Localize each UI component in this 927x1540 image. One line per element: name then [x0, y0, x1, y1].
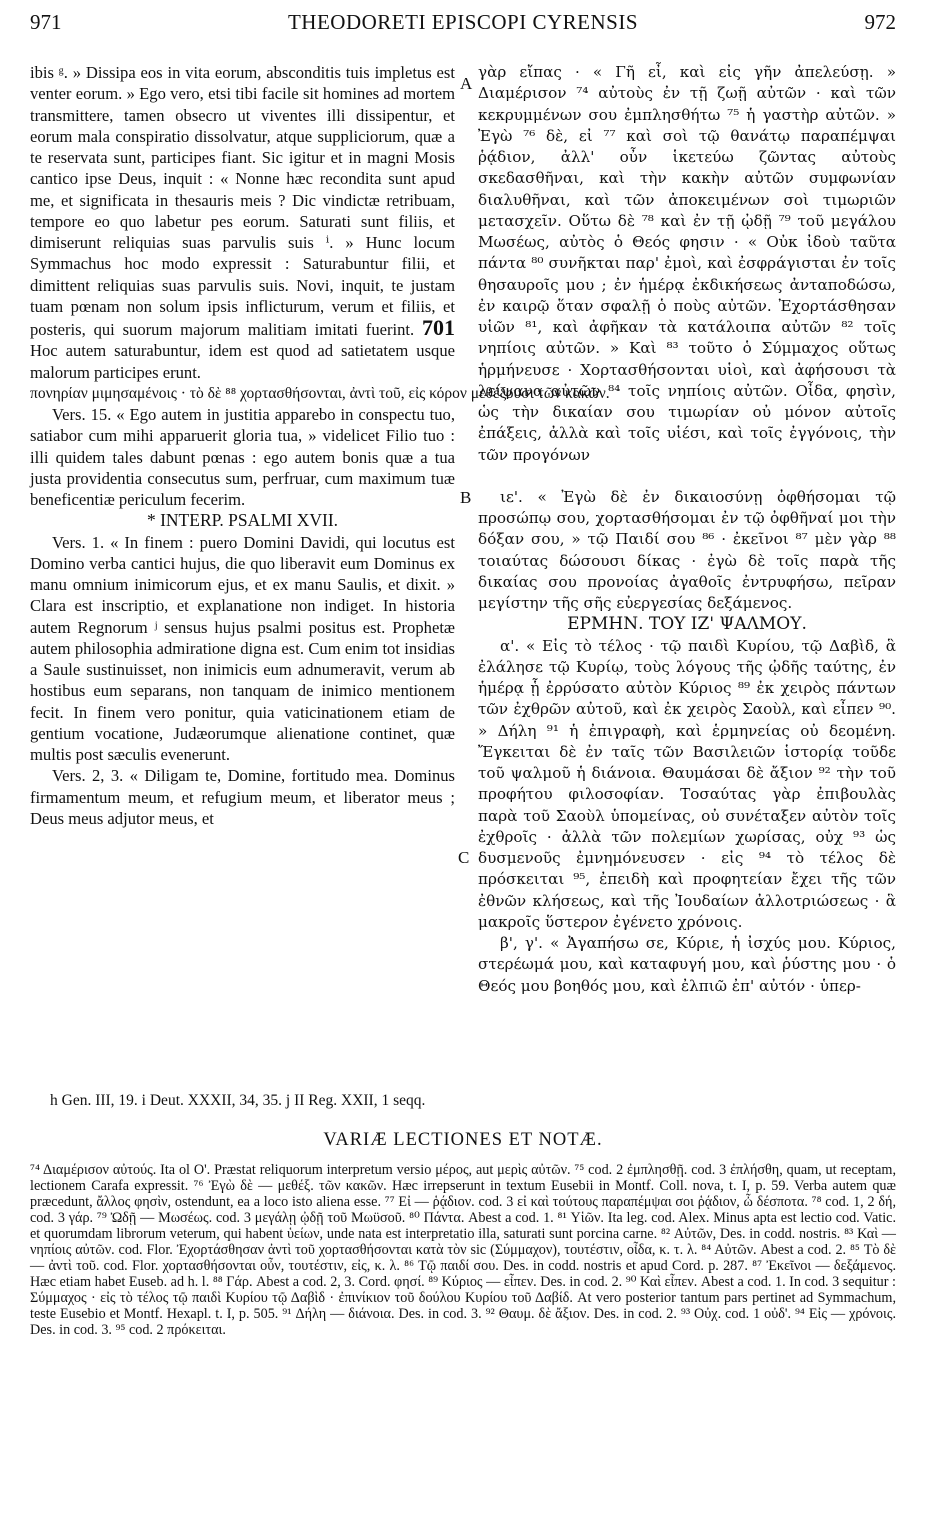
- greek-paragraph-3: α'. « Εἰς τὸ τέλος · τῷ παιδὶ Κυρίου, τῷ Δαβὶδ, ἃ ἐλάλησε τῷ Κυρίῳ, τοὺς λόγους τῆς ᾠδῆς ταύτης, ἐν ἡμέρᾳ ᾗ ἐρρύσατο αὐτὸν Κύριος ⁸⁹ ἐκ χειρὸς πάντων τῶν ἐχθρῶν αὐτοῦ, καὶ ἐκ χειρὸς Σαοὺλ, καὶ εἶπεν ⁹⁰. » Δήλη ⁹¹ ἡ ἐπιγραφὴ, καὶ ἑρμηνείας οὐ δεομένη. Ἔγκειται δὲ ἐν ταῖς τῶν Βασιλειῶν ἱστορίᾳ τοῦδε τοῦ ψαλμοῦ ἡ διάνοια. Θαυμάσαι δὲ ἄξιον ⁹² τὴν τοῦ προφήτου φιλοσοφίαν. Τοσαύτας γὰρ ἐπιβουλὰς παρὰ τοῦ Σαοὺλ ὑπομείνας, οὐ συνέταξεν αὐτὸν τοῖς ἐχθροῖς · ἀλλὰ τῶν πολεμίων χωρίσας, οὐχ ⁹³ ὡς δυσμενοῦς ἐμνημόνευσεν · εἰς ⁹⁴ τὸ τέλος δὲ πρόσκειται ⁹⁵, ἐπειδὴ καὶ προφητείαν ἔχει τῆς τῶν ἐθνῶν κλήσεως, καὶ τῆς Ἰουδαίων ἀλλοτριώσεως · ἃ μακροῖς ὕστερον ἐγένετο χρόνοις.: [478, 636, 896, 931]
- variae-title: VARIÆ LECTIONES ET NOTÆ.: [323, 1130, 603, 1150]
- greek-paragraph-4: β', γ'. « Ἀγαπήσω σε, Κύριε, ἡ ἰσχύς μου. Κύριος, στερέωμά μου, καὶ καταφυγή μου, καὶ ῥύστης μου · ὁ Θεός μου βοηθός μου, καὶ ἐλπιῶ ἐπ' αὐτόν · ὑπερ-: [478, 934, 896, 995]
- greek-heading: ΕΡΜΗΝ. ΤΟΥ ΙΖ' ΨΑΛΜΟΥ.: [567, 614, 807, 635]
- greek-paragraph-1: γὰρ εἴπας · « Γῆ εἶ, καὶ εἰς γῆν ἀπελεύσῃ. » Διαμέρισον ⁷⁴ αὐτοὺς ἐν τῇ ζωῇ αὐτῶν · καὶ τῶν κεκρυμμένων σου ἐμπλησθήτω ⁷⁵ ἡ γαστὴρ αὐτῶν. » Ἐγὼ ⁷⁶ δὲ, εἰ ⁷⁷ καὶ σοὶ τῷ θανάτῳ παραπέμψαι ῥᾴδιον, ἀλλ' οὖν ἱκετεύω ζῶντας αὐτοὺς σκεδασθῆναι, καὶ τὴν κακὴν αὐτῶν συμφωνίαν διαλυθῆναι, καὶ τῶν ἀποκειμένων σοὶ τιμωριῶν μετασχεῖν. Οὕτω δὲ ⁷⁸ καὶ ἐν τῇ ᾠδῇ ⁷⁹ τοῦ μεγάλου Μωσέως, αὐτὸς ὁ Θεός φησιν · « Οὐκ ἰδοὺ ταῦτα πάντα ⁸⁰ συνῆκται παρ' ἐμοὶ, καὶ ἐσφράγισται ἐν τοῖς θησαυροῖς μου ; ἐν ἡμέρᾳ ἐκδικήσεως ἀνταποδώσω, ἐν καιρῷ ὅταν σφαλῇ ὁ ποὺς αὐτῶν. Ἐχορτάσθησαν υἱῶν ⁸¹, καὶ ἀφῆκαν τὰ κατάλοιπα αὐτῶν ⁸² τοῖς νηπίοις αὐτῶν. » Καὶ ⁸³ τοῦτο ὁ Σύμμαχος οὕτως ἡρμήνευσε · Χορτασθήσονται υἱοὶ, καὶ ἀφήσουσι τὰ λείψανα αὐτῶν ⁸⁴ τοῖς νηπίοις αὐτῶν. Οἶδα, φησὶν, ὡς τὴν δικαίαν σου τιμωρίαν οὐ μόνον αὐτοῖς ἐπάξεις, ἀλλὰ καὶ τοῖς υἱέσι, καὶ τοῖς ἐγγόνοις, τὴν τῶν προγόνων: [478, 63, 896, 464]
- margin-marker-b: B: [460, 488, 472, 507]
- greek-column: [478, 62, 896, 997]
- margin-marker-a: A: [460, 74, 473, 93]
- page-header: [30, 10, 896, 40]
- latin-column: [30, 62, 610, 829]
- margin-marker-c: C: [458, 848, 470, 867]
- latin-paragraph-3: Vers. 1. « In finem : puero Domini Davidi, qui locutus est Domino verba cantici hujus, die quo liberavit eum Dominus ex manu omnium inimicorum ejus, et ex manu Saulis, et dixit. » Clara est inscriptio, et explanatione non indiget. In historia autem Regnorum ʲ sensus hujus psalmi positus est. Prophetæ autem philosophia admiratione digna est. Cum enim tot insidias a Saule sustinuisset, non inimicis eum adnumeravit, verum ab hostibus eum separans, non tanquam de inimico mentionem fecit. In finem vero ponitur, quia vaticinationem etiam de gentium vocatione, Judæorumque alienatione continet, quæ multis post sæculis evenerunt.: [30, 532, 455, 764]
- page-number-left: 971: [30, 10, 62, 34]
- latin-heading: * INTERP. PSALMI XVII.: [146, 510, 339, 531]
- latin-paragraph-2: Vers. 15. « Ego autem in justitia apparebo in conspectu tuo, satiabor cum mihi apparuerit gloria tua, » videlicet Filio tuo : illi quidem tales dabunt pœnas : ego autem bonis quæ a tua justa providentia consecutus sum, perfruar, cum maximum tuæ beneficentiæ periculum fecerim.: [30, 405, 455, 509]
- scripture-footnotes: h Gen. III, 19. i Deut. XXXII, 34, 35. j II Reg. XXII, 1 seqq.: [50, 1092, 426, 1109]
- migne-page-number: 701: [422, 315, 455, 340]
- latin-paragraph-1: [30, 62, 455, 383]
- page-number-right: 972: [864, 10, 896, 34]
- latin-paragraph-4: Vers. 2, 3. « Diligam te, Domine, fortitudo mea. Dominus firmamentum meum, et refugium meum, et liberator meus ; Deus meus adjutor meus, et: [30, 766, 455, 828]
- latin-paragraph-1-text: ibis ᵍ. » Dissipa eos in vita eorum, absconditis tuis impletus est venter eorum. » Ego vero, etsi tibi facile sit homines ad mortem transmittere, tamen obsecro ut viventes illi dissipentur, et eorum mala conspiratio dissolvatur, atque suppliciorum, quæ a te reservata sunt, participes fiant. Sic igitur et in magni Mosis cantico ipse Deus, inquit : « Nonne hæc recondita sunt apud me, et significata in thesauris meis ? Dic vindictæ retribuam, tempore eo quo labetur pes eorum. Saturati sunt filiis, et dimiserunt reliquias suas parvulis suis ⁱ. » Hunc locum Symmachus hoc modo expressit : Saturabuntur filii, et dimittent reliquias suas parvulis suis. Novi, inquit, te justam tuam pœnam non solum ipsis inflicturum, verum et filiis, et posteris, qui suorum majorum malitiam imitati fuerint.: [30, 63, 455, 339]
- variae-notes: ⁷⁴ Διαμέρισον αὐτούς. Ita ol O'. Præstat reliquorum interpretum versio μέρος, aut μερὶς αὐτῶν. ⁷⁵ cod. 2 ἐμπλησθῇ. cod. 3 ἐπλήσθη, quam, ut receptam, lectionem Carafa expressit. ⁷⁶ Ἐγὼ δὲ — μεθέξ. τῶν κακῶν. Hæc irrepserunt in textum Eusebii in Montf. Coll. nova, t. I, p. 59. Verba autem quæ præcedunt, ἄλλος φησὶν, ostendunt, ea a loco isto aliena esse. ⁷⁷ Εἰ — ῥᾴδιον. cod. 3 εἰ καὶ τούτους παραπέμψαι σοι ῥᾴδιον, ὦ δέσποτα. ⁷⁸ cod. 1, 2 δή, cod. 3 γάρ. ⁷⁹ Ὠδῇ — Μωσέως. cod. 3 μεγάλῃ ᾠδῇ τοῦ Μωϋσοῦ. ⁸⁰ Πάντα. Abest a cod. 1. ⁸¹ Υἱῶν. Ita leg. cod. Alex. Minus apta est lectio cod. Vatic. et quorumdam librorum veterum, qui habent ὑείων, unde nata est interpretatio illa, saturati sunt porcina carne. ⁸² Αὐτῶν, Des. in codd. nostris. ⁸³ Καὶ — νηπίοις αὐτῶν. cod. Flor. Ἐχορτάσθησαν ἀντὶ τοῦ χορτασθήσονται κατὰ τὸν sic (Σύμμαχον), τουτέστιν, οἶδα, κ. τ. λ. ⁸⁴ Αὐτῶν. Abest a cod. 2. ⁸⁵ Τὸ δὲ — ἀντὶ τοῦ. cod. Flor. χορτασθήσονται οὖν, τουτέστιν, εἰς, κ. λ. ⁸⁶ Τῷ παιδί σου. Des. in codd. nostris et apud Cord. p. 287. ⁸⁷ Ἐκεῖνοι — δεξάμενος. Hæc etiam habet Euseb. ad h. l. ⁸⁸ Γάρ. Abest a cod. 2, 3. Cord. φησί. ⁸⁹ Κύριος — εἶπεν. Des. in cod. 2. ⁹⁰ Καὶ εἶπεν. Abest a cod. 1. In cod. 3 sequitur : Σύμμαχος · εἰς τὸ τέλος τῷ παιδὶ Κυρίου τῷ Δαβὶδ · ἐπινίκιον τοῦ δούλου Κυρίου τοῦ Δαβίδ. At vero posterior tantum pars pertinet ad Symmachum, teste Eusebio et Montf. Hexapl. t. I, p. 505. ⁹¹ Δήλη — διάνοια. Des. in cod. 3. ⁹² Θαυμ. δὲ ἄξιον. Des. in cod. 2. ⁹³ Οὐχ. cod. 1 οὐδ'. ⁹⁴ Εἰς — χρόνοις. Des. in cod. 3. ⁹⁵ cod. 2 πρόκειται.: [30, 1162, 896, 1338]
- greek-spanning-line: πονηρίαν μιμησαμένοις · τὸ δὲ ⁸⁸ χορτασθήσονται, ἀντὶ τοῦ, εἰς κόρον μεθέξουσι τῶν κακῶν.: [30, 384, 610, 402]
- greek-paragraph-2: ιε'. « Ἐγὼ δὲ ἐν δικαιοσύνῃ ὀφθήσομαι τῷ προσώπῳ σου, χορτασθήσομαι ἐν τῷ ὀφθῆναί μοι τὴν δόξαν σου, » τῷ Παιδί σου ⁸⁶ · ἐκεῖνοι ⁸⁷ μὲν γὰρ ⁸⁸ τοιαύτας δώσουσι δίκας · ἐγὼ δὲ τοῖς παρὰ τῆς δικαίας σου προνοίας ἀγαθοῖς ἐντρυφήσω, πεῖραν μεγίστην τῆς σῆς εὐεργεσίας δεξάμενος.: [478, 487, 896, 612]
- running-title: THEODORETI EPISCOPI CYRENSIS: [287, 10, 639, 34]
- latin-paragraph-1-tail: Hoc autem saturabuntur, idem est quod ad satietatem usque malorum participes erunt.: [30, 341, 455, 382]
